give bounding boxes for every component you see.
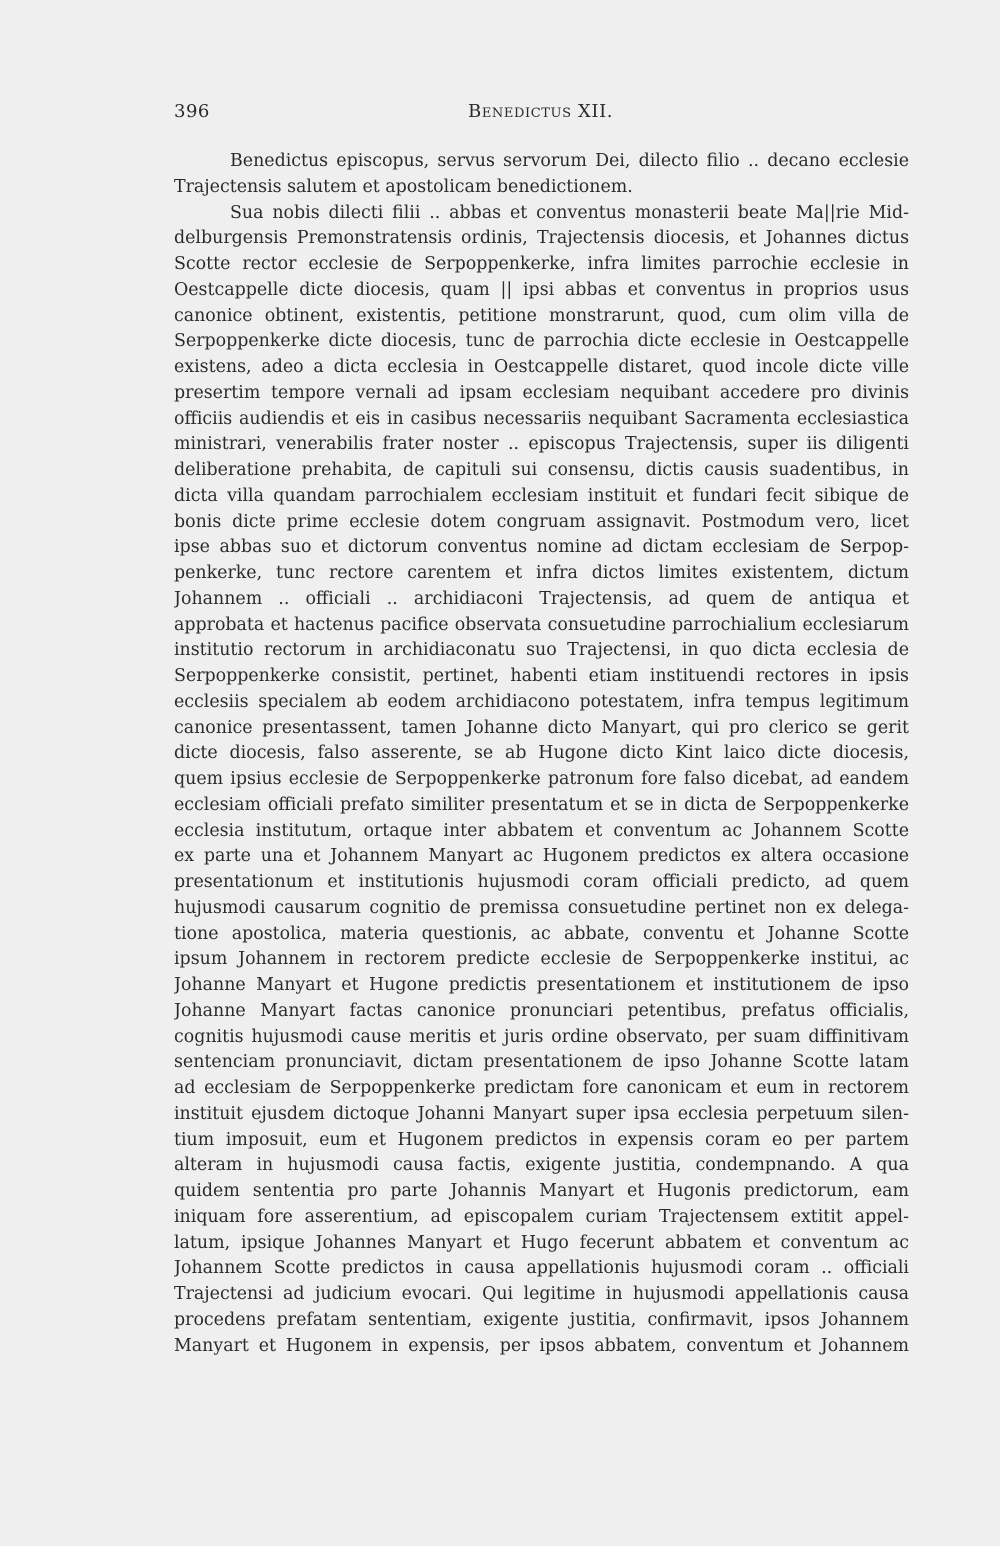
text-line: Benedictus episcopus, servus servorum Dei, dilecto filio .. decano ecclesie (230, 151, 909, 171)
text-line: Serpoppenkerke dicte diocesis, tunc de parrochia dicte ecclesie in Oestcappelle (174, 331, 909, 352)
page-header (174, 101, 909, 127)
text-line: alteram in hujusmodi causa factis, exigente justitia, condempnando. A qua (174, 1155, 909, 1176)
text-line: Trajectensis salutem et apostolicam benedictionem. (174, 176, 633, 197)
text-line: penkerke, tunc rectore carentem et infra dictos limites existentem, dictum (174, 563, 909, 583)
text-line: dicte diocesis, falso asserente, se ab Hugone dicto Kint laico dicte diocesis, (174, 743, 909, 764)
text-line: delburgensis Premonstratensis ordinis, Trajectensis diocesis, et Johannes dictus (174, 228, 909, 249)
text-line: ecclesiam officiali prefato similiter presentatum et se in dicta de Serpoppenkerke (174, 794, 909, 815)
text-line: Scotte rector ecclesie de Serpoppenkerke, infra limites parrochie ecclesie in (174, 254, 909, 274)
text-line: bonis dicte prime ecclesie dotem congruam assignavit. Postmodum vero, licet (174, 511, 909, 532)
text-line: existens, adeo a dicta ecclesia in Oestcappelle distaret, quod incole dicte ville (174, 357, 909, 377)
text-line: presentationum et institutionis hujusmodi coram officiali predicto, ad quem (174, 872, 909, 892)
text-line: dicta villa quandam parrochialem ecclesiam instituit et fundari fecit sibique de (174, 485, 909, 506)
text-line: presertim tempore vernali ad ipsam ecclesiam nequibant accedere pro divinis (174, 382, 909, 403)
text-line: canonice obtinent, existentis, petitione monstrarunt, quod, cum olim villa de (174, 305, 909, 326)
text-line: ecclesia institutum, ortaque inter abbatem et conventum ac Johannem Scotte (174, 820, 909, 841)
text-line: canonice presentassent, tamen Johanne dicto Manyart, qui pro clerico se gerit (174, 717, 909, 738)
text-line: ecclesiis specialem ab eodem archidiacono potestatem, infra tempus legitimum (174, 691, 909, 712)
text-line: Manyart et Hugonem in expensis, per ipsos abbatem, conventum et Johannem (174, 1335, 909, 1356)
text-line: Johanne Manyart factas canonice pronunciari petentibus, prefatus officialis, (174, 1000, 909, 1021)
text-line: Serpoppenkerke consistit, pertinet, habenti etiam instituendi rectores in ipsis (174, 666, 909, 686)
text-line: ipsum Johannem in rectorem predicte ecclesie de Serpoppenkerke institui, ac (174, 949, 909, 970)
text-line: Johanne Manyart et Hugone predictis presentationem et institutionem de ipso (174, 975, 909, 995)
text-line: quem ipsius ecclesie de Serpoppenkerke patronum fore falso dicebat, ad eandem (174, 769, 909, 789)
text-line: cognitis hujusmodi cause meritis et juris ordine observato, per suam diffinitivam (174, 1026, 909, 1047)
text-line: hujusmodi causarum cognitio de premissa consuetudine pertinet non ex delega- (174, 897, 909, 918)
page-number: 396 (174, 101, 210, 122)
text-line: iniquam fore asserentium, ad episcopalem curiam Trajectensem extitit appel- (174, 1206, 909, 1227)
text-line: Trajectensi ad judicium evocari. Qui legitime in hujusmodi appellationis causa (174, 1284, 909, 1304)
body-text (174, 149, 909, 1359)
text-line: quidem sententia pro parte Johannis Manyart et Hugonis predictorum, eam (174, 1181, 909, 1201)
text-line: ex parte una et Johannem Manyart ac Hugonem predictos ex altera occasione (174, 846, 909, 867)
text-line: Oestcappelle dicte diocesis, quam || ipsi abbas et conventus in proprios usus (174, 279, 909, 300)
text-line: Sua nobis dilecti filii .. abbas et conventus monasterii beate Ma||rie Mid- (230, 202, 909, 223)
text-line: officiis audiendis et eis in casibus necessariis nequibant Sacramenta ecclesiastica (174, 408, 909, 429)
running-title: Benedictus XII. (468, 101, 614, 122)
text-line: procedens prefatam sententiam, exigente justitia, confirmavit, ipsos Johannem (174, 1309, 909, 1330)
text-line: tione apostolica, materia questionis, ac abbate, conventu et Johanne Scotte (174, 923, 909, 944)
text-line: deliberatione prehabita, de capituli sui consensu, dictis causis suadentibus, in (174, 460, 909, 480)
text-line: tium imposuit, eum et Hugonem predictos in expensis coram eo per partem (174, 1129, 909, 1150)
text-line: latum, ipsique Johannes Manyart et Hugo fecerunt abbatem et conventum ac (174, 1232, 909, 1253)
text-line: Johannem Scotte predictos in causa appellationis hujusmodi coram .. officiali (174, 1258, 909, 1279)
text-line: ministrari, venerabilis frater noster .. episcopus Trajectensis, super iis diligenti (174, 434, 909, 455)
text-line: institutio rectorum in archidiaconatu suo Trajectensi, in quo dicta ecclesia de (174, 640, 909, 661)
text-line: approbata et hactenus pacifice observata consuetudine parrochialium ecclesiarum (174, 614, 909, 635)
text-line: ipse abbas suo et dictorum conventus nomine ad dictam ecclesiam de Serpop- (174, 537, 909, 558)
text-line: instituit ejusdem dictoque Johanni Manyart super ipsa ecclesia perpetuum silen- (174, 1103, 909, 1124)
text-line: sentenciam pronunciavit, dictam presentationem de ipso Johanne Scotte latam (174, 1052, 909, 1073)
text-line: ad ecclesiam de Serpoppenkerke predictam fore canonicam et eum in rectorem (174, 1078, 909, 1098)
text-line: Johannem .. officiali .. archidiaconi Trajectensis, ad quem de antiqua et (174, 588, 909, 609)
